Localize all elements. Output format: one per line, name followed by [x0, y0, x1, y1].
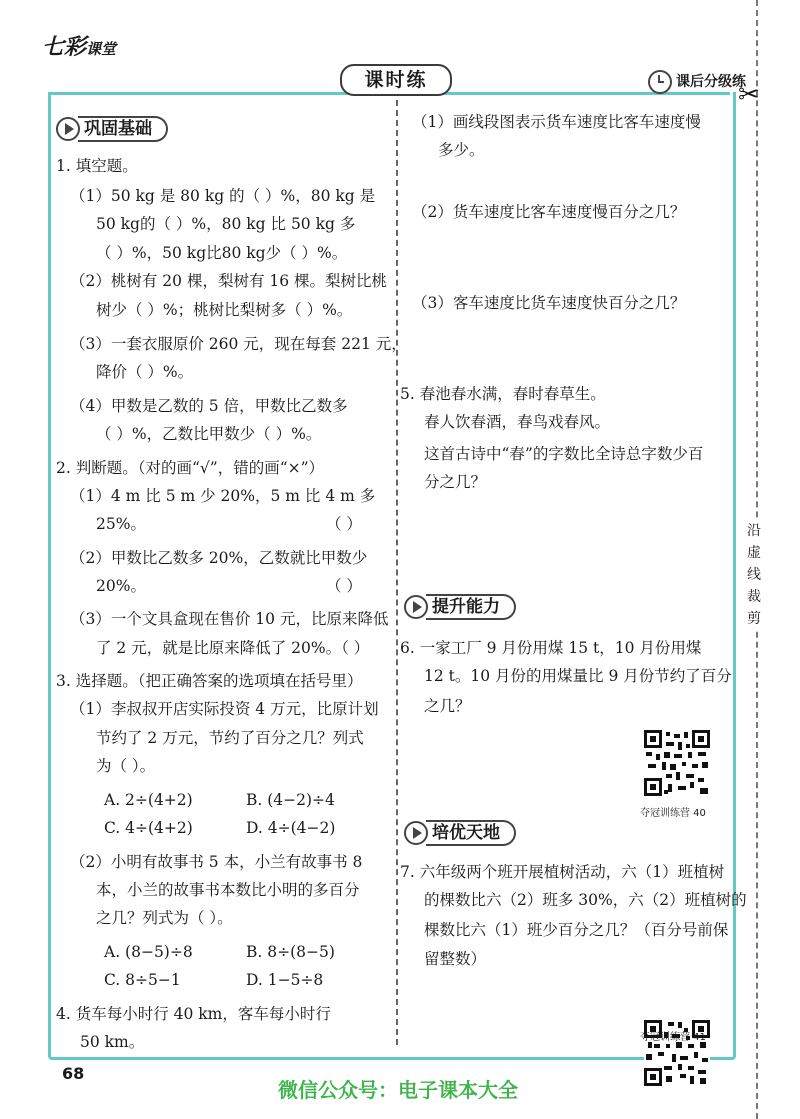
brand-sub: 课堂 [86, 40, 117, 58]
q1-4-line1: （4）甲数是乙数的 5 倍，甲数比乙数多 [70, 397, 348, 415]
q2-2-line2: 20%。 [96, 577, 146, 595]
q1-1-line2: 50 kg的（ ）%，80 kg 比 50 kg 多 [96, 215, 356, 233]
q4-1-line2: 多少。 [438, 141, 485, 159]
q4-1-line1: （1）画线段图表示货车速度比客车速度慢 [412, 113, 701, 131]
qr-label: 夺冠训练营 41 [640, 1032, 706, 1043]
section-header-advanced [404, 820, 516, 846]
brand-main: 七彩 [42, 35, 87, 60]
choice-b: B. 8÷(8−5) [246, 943, 335, 961]
choice-c: C. 4÷(4+2) [104, 819, 193, 837]
q1-3-line1: （3）一套衣服原价 260 元，现在每套 221 元， [70, 335, 407, 353]
q1-title: 1. 填空题。 [56, 157, 138, 175]
cut-char: 剪 [747, 611, 761, 627]
play-icon [404, 595, 428, 619]
q1-2-line2: 树少（ ）%；桃树比梨树多（ ）%。 [96, 301, 353, 319]
q2-title: 2. 判断题。（对的画“√”，错的画“×”） [56, 459, 325, 477]
q3-1-line1: （1）李叔叔开店实际投资 4 万元，比原计划 [70, 700, 379, 718]
choice-c: C. 8÷5−1 [104, 971, 181, 989]
q2-1-line2: 25%。 [96, 515, 146, 533]
header-right-text: 课后分级练 [676, 74, 746, 90]
q1-1-line1: （1）50 kg 是 80 kg 的（ ）%，80 kg 是 [70, 187, 376, 205]
cut-instruction [742, 520, 766, 630]
section-label: 巩固基础 [78, 116, 168, 142]
q3-1-line3: 为（ ）。 [96, 757, 156, 775]
q5-line2: 春人饮春酒，春鸟戏春风。 [424, 413, 611, 431]
header-right-label [648, 70, 746, 94]
q7-line2: 的棵数比六（2）班多 30%，六（2）班植树的 [424, 891, 747, 909]
q4-line1: 4. 货车每小时行 40 km，客车每小时行 [56, 1005, 331, 1023]
judge-blank: （ ） [326, 515, 362, 533]
page-number: 68 [62, 1064, 85, 1083]
play-icon [404, 821, 428, 845]
section-label: 提升能力 [426, 594, 516, 620]
choice-a: A. 2÷(4+2) [104, 791, 193, 809]
q2-3-line2: 了 2 元，就是比原来降低了 20%。（ ） [96, 639, 370, 657]
q5-line3: 这首古诗中“春”的字数比全诗总字数少百 [424, 445, 704, 463]
choice-b: B. (4−2)÷4 [246, 791, 335, 809]
q2-3-line1: （3）一个文具盒现在售价 10 元，比原来降低 [70, 610, 389, 628]
q1-2-line1: （2）桃树有 20 棵，梨树有 16 棵。梨树比桃 [70, 272, 388, 290]
clock-icon [648, 70, 672, 94]
q6-line2: 12 t。10 月份的用煤量比 9 月份节约了百分 [424, 667, 732, 685]
q7-line3: 棵数比六（1）班少百分之几？（百分号前保 [424, 921, 729, 939]
q3-2-line1: （2）小明有故事书 5 本，小兰有故事书 8 [70, 853, 363, 871]
q1-1-line3: （ ）%，50 kg比80 kg少（ ）%。 [96, 244, 348, 262]
cut-char: 线 [747, 567, 761, 583]
q4-line2: 50 km。 [80, 1033, 145, 1051]
footer-watermark: 微信公众号：电子课本大全 [278, 1078, 518, 1102]
cut-char: 裁 [747, 589, 761, 605]
q4-2: （2）货车速度比客车速度慢百分之几？ [412, 203, 686, 221]
q2-2-line1: （2）甲数比乙数多 20%，乙数就比甲数少 [70, 549, 368, 567]
section-header-improve [404, 594, 516, 620]
q3-2-line3: 之几？列式为（ ）。 [96, 909, 233, 927]
section-label: 培优天地 [426, 820, 516, 846]
q7-line4: 留整数） [424, 950, 487, 968]
q3-2-line2: 本，小兰的故事书本数比小明的多百分 [96, 881, 360, 899]
page-title: 课时练 [340, 64, 452, 96]
choice-a: A. (8−5)÷8 [104, 943, 193, 961]
cut-char: 沿 [747, 523, 761, 539]
column-divider [396, 100, 398, 1045]
q6-line3: 之几？ [424, 697, 471, 715]
q1-3-line2: 降价（ ）%。 [96, 363, 194, 381]
q2-1-line1: （1）4 m 比 5 m 少 20%，5 m 比 4 m 多 [70, 487, 376, 505]
choice-d: D. 4÷(4−2) [246, 819, 336, 837]
section-header-basic [56, 116, 168, 142]
brand-logo [42, 30, 116, 61]
q7-line1: 7. 六年级两个班开展植树活动，六（1）班植树 [400, 863, 725, 881]
q6-line1: 6. 一家工厂 9 月份用煤 15 t，10 月份用煤 [400, 639, 702, 657]
q5-line1: 5. 春池春水满，春时春草生。 [400, 385, 606, 403]
q3-title: 3. 选择题。（把正确答案的选项填在括号里） [56, 672, 363, 690]
q5-line4: 分之几？ [424, 473, 487, 491]
q3-1-line2: 节约了 2 万元，节约了百分之几？列式 [96, 729, 364, 747]
qr-label: 夺冠训练营 40 [640, 808, 706, 819]
qr-code [644, 730, 710, 796]
q4-3: （3）客车速度比货车速度快百分之几？ [412, 294, 686, 312]
judge-blank: （ ） [326, 577, 362, 595]
q1-4-line2: （ ）%，乙数比甲数少（ ）%。 [96, 425, 322, 443]
scissors-icon: ✂ [738, 80, 760, 110]
play-icon [56, 117, 80, 141]
choice-d: D. 1−5÷8 [246, 971, 324, 989]
cut-char: 虚 [747, 545, 761, 561]
